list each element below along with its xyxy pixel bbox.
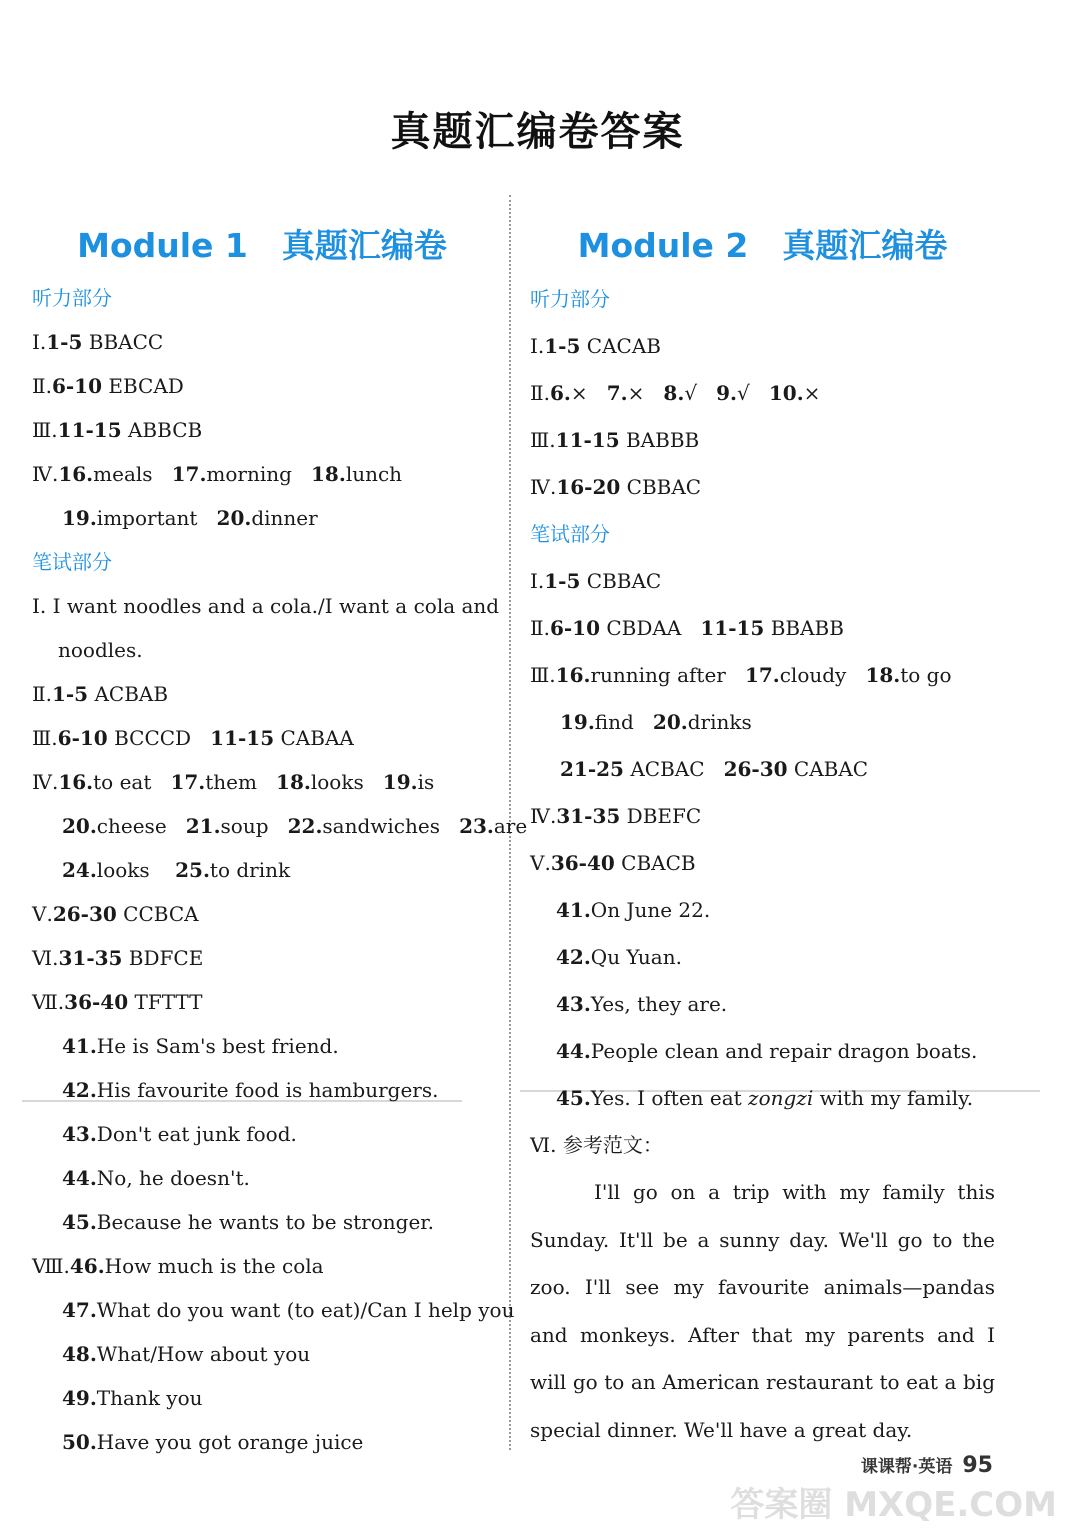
answer-line: Ⅴ.36-40 CBACB bbox=[530, 851, 696, 875]
answer-line: 49.Thank you bbox=[62, 1386, 203, 1410]
answer-line: 19.find 20.drinks bbox=[560, 710, 752, 734]
answer-line: Ⅵ.31-35 BDFCE bbox=[32, 946, 204, 970]
answer-line: 41.He is Sam's best friend. bbox=[62, 1034, 339, 1058]
book-name: 课课帮·英语 bbox=[860, 1457, 953, 1477]
answer-line: 24.looks 25.to drink bbox=[62, 858, 291, 882]
answer-line: Ⅳ.16.to eat 17.them 18.looks 19.is bbox=[32, 770, 435, 794]
answer-line: 19.important 20.dinner bbox=[62, 506, 318, 530]
answer-line: Ⅲ.6-10 BCCCD 11-15 CABAA bbox=[32, 726, 354, 750]
answer-line: 45.Yes. I often eat zongzi with my family. bbox=[556, 1086, 974, 1110]
page-title: 真题汇编卷答案 bbox=[390, 109, 685, 155]
answer-line: 44.People clean and repair dragon boats. bbox=[556, 1039, 978, 1063]
answer-line: Ⅱ.6.× 7.× 8.√ 9.√ 10.× bbox=[530, 381, 821, 405]
writing-header: 笔试部分 bbox=[530, 522, 610, 546]
answer-line: Ⅷ.46.How much is the cola bbox=[32, 1254, 324, 1278]
answer-line: 41.On June 22. bbox=[556, 898, 711, 922]
module-2-column bbox=[530, 222, 995, 1454]
answer-line: 48.What/How about you bbox=[62, 1342, 311, 1366]
page-footer bbox=[861, 1452, 993, 1478]
answer-line: Ⅴ.26-30 CCBCA bbox=[32, 902, 199, 926]
answer-line: 50.Have you got orange juice bbox=[62, 1430, 364, 1454]
page-number: 95 bbox=[962, 1453, 993, 1478]
answer-line: Ⅱ.1-5 ACBAB bbox=[32, 682, 169, 706]
module-1-title: Module 1 真题汇编卷 bbox=[77, 226, 447, 265]
answer-line: Ⅲ.16.running after 17.cloudy 18.to go bbox=[530, 663, 952, 687]
answer-line: 47.What do you want (to eat)/Can I help you bbox=[62, 1298, 515, 1322]
model-essay: I'll go on a trip with my family this Sunday. It'll be a sunny day. We'll go to the zoo. I'll see my favourite animals—pandas and monkeys. After that my parents and I will go to an American restaurant to eat a big special dinner. We'll have a great day. bbox=[530, 1180, 995, 1442]
writing-header: 笔试部分 bbox=[32, 550, 112, 574]
answer-line: 43.Yes, they are. bbox=[556, 992, 728, 1016]
answer-line: Ⅲ.11-15 ABBCB bbox=[32, 418, 203, 442]
answer-line: 20.cheese 21.soup 22.sandwiches 23.are bbox=[62, 814, 528, 838]
module-2-title: Module 2 真题汇编卷 bbox=[577, 226, 948, 265]
answer-line: noodles. bbox=[58, 638, 143, 662]
watermark: 答案圈 MXQE.COM bbox=[730, 1485, 1057, 1525]
answer-line: 45.Because he wants to be stronger. bbox=[62, 1210, 435, 1234]
answer-line: Ⅵ. 参考范文： bbox=[530, 1133, 663, 1157]
answer-line: Ⅱ.6-10 CBDAA 11-15 BBABB bbox=[530, 616, 844, 640]
answer-line: Ⅰ.1-5 CACAB bbox=[530, 334, 661, 358]
answer-line: Ⅰ. I want noodles and a cola./I want a cola and bbox=[32, 594, 500, 618]
answer-line: Ⅶ.36-40 TFTTT bbox=[32, 990, 203, 1014]
module-1-column bbox=[32, 222, 528, 1464]
answer-line: Ⅳ.16.meals 17.morning 18.lunch bbox=[32, 462, 403, 486]
answer-line: Ⅳ.16-20 CBBAC bbox=[530, 475, 702, 499]
answer-line: Ⅲ.11-15 BABBB bbox=[530, 428, 700, 452]
answer-line: Ⅰ.1-5 BBACC bbox=[32, 330, 164, 354]
answer-line: Ⅱ.6-10 EBCAD bbox=[32, 374, 184, 398]
answer-line: 42.Qu Yuan. bbox=[556, 945, 682, 969]
answer-line: 44.No, he doesn't. bbox=[62, 1166, 250, 1190]
answer-line: 43.Don't eat junk food. bbox=[62, 1122, 297, 1146]
answer-line: 21-25 ACBAC 26-30 CABAC bbox=[560, 757, 869, 781]
answer-line: Ⅳ.31-35 DBEFC bbox=[530, 804, 702, 828]
answer-line: Ⅰ.1-5 CBBAC bbox=[530, 569, 662, 593]
answer-line: 42.His favourite food is hamburgers. bbox=[62, 1078, 439, 1102]
listening-header: 听力部分 bbox=[530, 287, 610, 311]
listening-header: 听力部分 bbox=[32, 286, 112, 310]
